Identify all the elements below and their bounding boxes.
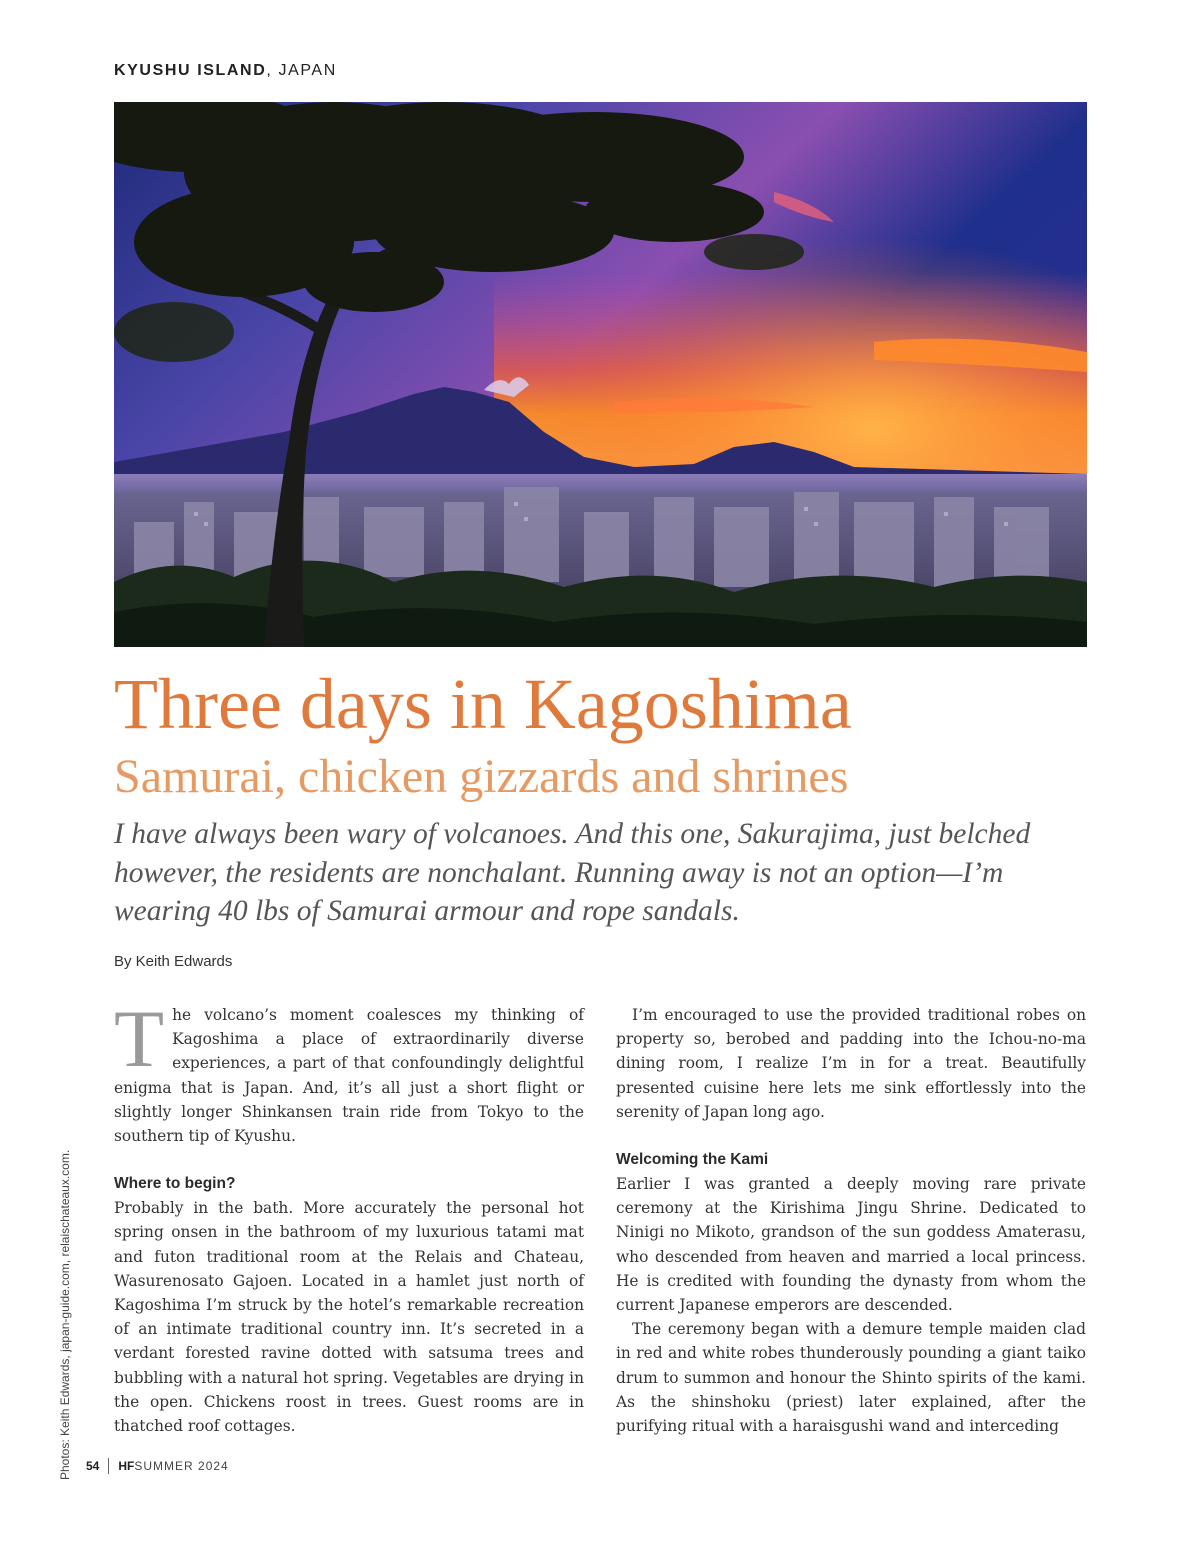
page-number: 54 bbox=[86, 1459, 100, 1473]
article-title: Three days in Kagoshima bbox=[114, 664, 852, 744]
body-paragraph bbox=[114, 993, 584, 1148]
page-footer bbox=[86, 1458, 229, 1474]
article-column-left bbox=[114, 993, 584, 1438]
section-label-country: , JAPAN bbox=[266, 62, 337, 79]
section-subhead: Welcoming the Kami bbox=[616, 1151, 769, 1169]
section-label-region: KYUSHU ISLAND bbox=[114, 62, 267, 79]
section-label bbox=[114, 62, 337, 80]
drop-cap: T bbox=[114, 993, 165, 1084]
issue-label: SUMMER 2024 bbox=[134, 1459, 229, 1473]
section-subhead: Where to begin? bbox=[114, 1175, 236, 1193]
body-paragraph: Earlier I was granted a deeply moving rare private ceremony at the Kirishima Jingu Shrine. Dedicated to Ninigi no Mikoto, grandson of the sun goddess Amaterasu, who descended from heaven and married a local princess. He is credited with founding the dynasty from whom the current Japanese emperors are descended. bbox=[616, 1175, 1086, 1315]
paragraph-spacer bbox=[616, 1124, 1086, 1148]
footer-divider bbox=[108, 1458, 109, 1474]
article-subtitle: Samurai, chicken gizzards and shrines bbox=[114, 750, 849, 803]
paragraph-spacer bbox=[114, 1148, 584, 1172]
article-dek: I have always been wary of volcanoes. And this one, Sakurajima, just belched however, the residents are nonchalant. Running away is not an option—I’m wearing 40 lbs of Samurai armour and rope sandals. bbox=[114, 818, 1031, 927]
byline: By Keith Edwards bbox=[114, 953, 233, 970]
body-paragraph: I’m encouraged to use the provided traditional robes on property so, berobed and padding into the Ichou-no-ma dining room, I realize I’m in for a treat. Beautifully presented cuisine here lets me sink effortlessly into the serenity of Japan long ago. bbox=[616, 1006, 1086, 1121]
body-paragraph: Probably in the bath. More accurately the personal hot spring onsen in the bathroom of my luxurious tatami mat and futon traditional room at the Relais and Chateau, Wasurenosato Gajoen. Located in a hamlet just north of Kagoshima I’m struck by the hotel’s remarkable recreation of an intimate traditional country inn. It’s secreted in a verdant forested ravine dotted with satsuma trees and bubbling with a natural hot spring. Vegetables are drying in the open. Chickens roost in trees. Guest rooms are in thatched roof cottages. bbox=[114, 1199, 584, 1436]
photo-credit: Photos: Keith Edwards, japan-guide.com, relaischateaux.com. bbox=[58, 1149, 72, 1480]
article-column-right bbox=[616, 1003, 1086, 1438]
body-paragraph-text: he volcano’s moment coalesces my thinking of Kagoshima a place of extraordinarily diverse experiences, a part of that confoundingly delightful enigma that is Japan. And, it’s all just a short flight or slightly longer Shinkansen train ride from Tokyo to the southern tip of Kyushu. bbox=[114, 1006, 584, 1146]
hero-photo bbox=[114, 102, 1087, 647]
body-paragraph: The ceremony began with a demure temple maiden clad in red and white robes thunderously pounding a giant taiko drum to summon and honour the Shinto spirits of the kami. As the shinshoku (priest) later explained, after the purifying ritual with a haraisgushi wand and interceding bbox=[616, 1320, 1086, 1436]
magazine-name: HF bbox=[118, 1459, 135, 1473]
